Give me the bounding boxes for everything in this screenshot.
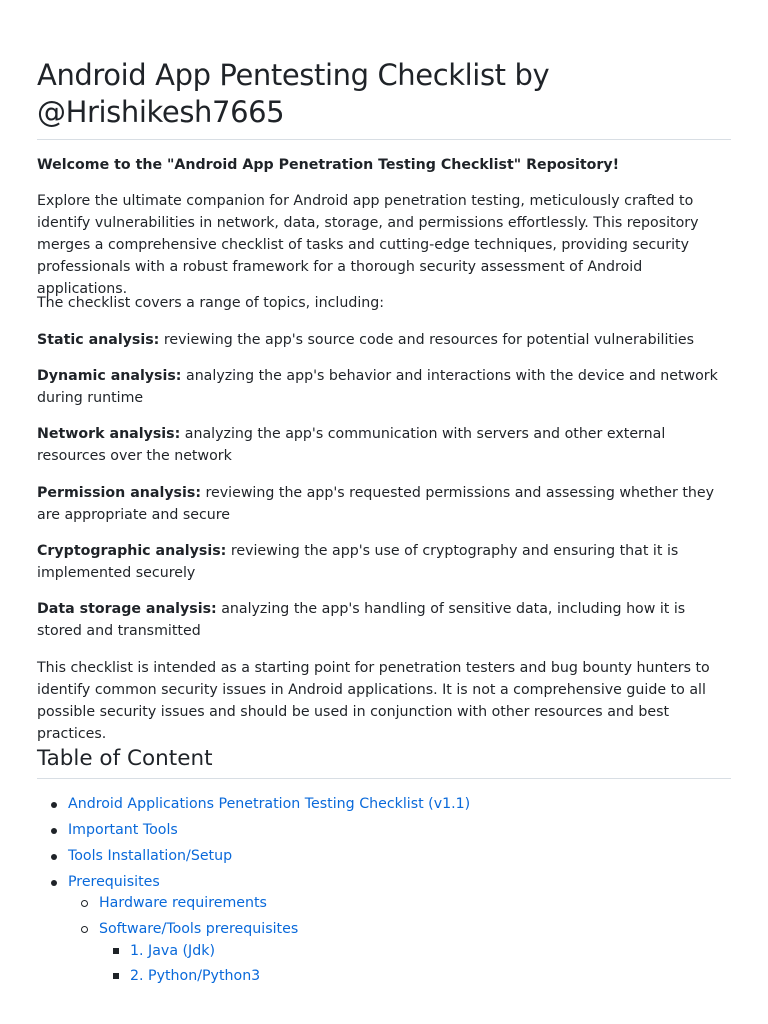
toc-subitem[interactable]: [99, 892, 267, 914]
toc-link-software-prerequisites[interactable]: Software/Tools prerequisites: [99, 921, 299, 937]
toc-subitem[interactable]: [99, 918, 298, 940]
toc-heading: Table of Content: [37, 746, 213, 771]
toc-item[interactable]: [68, 845, 232, 867]
toc-item[interactable]: [68, 871, 160, 893]
toc-subsubitem[interactable]: [130, 940, 215, 962]
topic-description: analyzing the app's handling of sensitive data, including how it is stored and transmitted: [37, 601, 686, 639]
topic-data-storage-analysis: [37, 598, 731, 642]
topic-dynamic-analysis: [37, 365, 731, 409]
topic-description: analyzing the app's communication with servers and other external resources over the network: [37, 426, 666, 464]
topic-description: reviewing the app's use of cryptography and ensuring that it is implemented securely: [37, 543, 679, 581]
topic-description: reviewing the app's source code and resources for potential vulnerabilities: [159, 332, 695, 348]
bullet-icon: [51, 802, 57, 808]
toc-link-java[interactable]: 1. Java (Jdk): [130, 943, 216, 959]
topic-permission-analysis: [37, 482, 731, 526]
topic-label: Data storage analysis:: [37, 601, 217, 617]
topic-label: Network analysis:: [37, 426, 181, 442]
closing-paragraph: This checklist is intended as a starting point for penetration testers and bug bounty hunters to identify common security issues in Android applications. It is not a comprehensive guide to all possible security issues and should be used in conjunction with other resources and best practices.: [37, 660, 710, 742]
toc-link-checklist[interactable]: Android Applications Penetration Testing Checklist (v1.1): [68, 796, 471, 812]
toc-item[interactable]: [68, 793, 470, 815]
topic-static-analysis: [37, 329, 731, 351]
bullet-icon: [51, 854, 57, 860]
bullet-circle-icon: [81, 900, 88, 907]
toc-link-important-tools[interactable]: Important Tools: [68, 822, 178, 838]
toc-link-prerequisites[interactable]: Prerequisites: [68, 874, 160, 890]
page-title: Android App Pentesting Checklist by @Hrishikesh7665: [37, 58, 550, 129]
topic-description: analyzing the app's behavior and interactions with the device and network during runtime: [37, 368, 718, 406]
toc-subsubitem[interactable]: [130, 965, 260, 987]
bullet-icon: [51, 828, 57, 834]
topic-label: Permission analysis:: [37, 485, 201, 501]
bullet-icon: [51, 880, 57, 886]
topic-cryptographic-analysis: [37, 540, 731, 584]
intro-paragraph: Explore the ultimate companion for Android app penetration testing, meticulously crafted to identify vulnerabilities in network, data, storage, and permissions effortlessly. This repository merges a comprehensive checklist of tasks and cutting-edge techniques, providing security professionals with a robust framework for a thorough security assessment of Android applications.: [37, 193, 699, 297]
toc-link-tools-installation[interactable]: Tools Installation/Setup: [68, 848, 233, 864]
bullet-square-icon: [113, 948, 119, 954]
topic-label: Static analysis:: [37, 332, 160, 348]
title-divider: [37, 139, 731, 140]
toc-link-python[interactable]: 2. Python/Python3: [130, 968, 261, 984]
welcome-text: Welcome to the "Android App Penetration Testing Checklist" Repository!: [37, 157, 620, 173]
bullet-circle-icon: [81, 926, 88, 933]
topic-label: Cryptographic analysis:: [37, 543, 227, 559]
topic-description: reviewing the app's requested permissions and assessing whether they are appropriate and secure: [37, 485, 715, 523]
topics-intro: The checklist covers a range of topics, including:: [37, 295, 385, 311]
topic-label: Dynamic analysis:: [37, 368, 182, 384]
bullet-square-icon: [113, 973, 119, 979]
topic-network-analysis: [37, 423, 731, 467]
toc-link-hardware-requirements[interactable]: Hardware requirements: [99, 895, 267, 911]
toc-item[interactable]: [68, 819, 178, 841]
toc-divider: [37, 778, 731, 779]
